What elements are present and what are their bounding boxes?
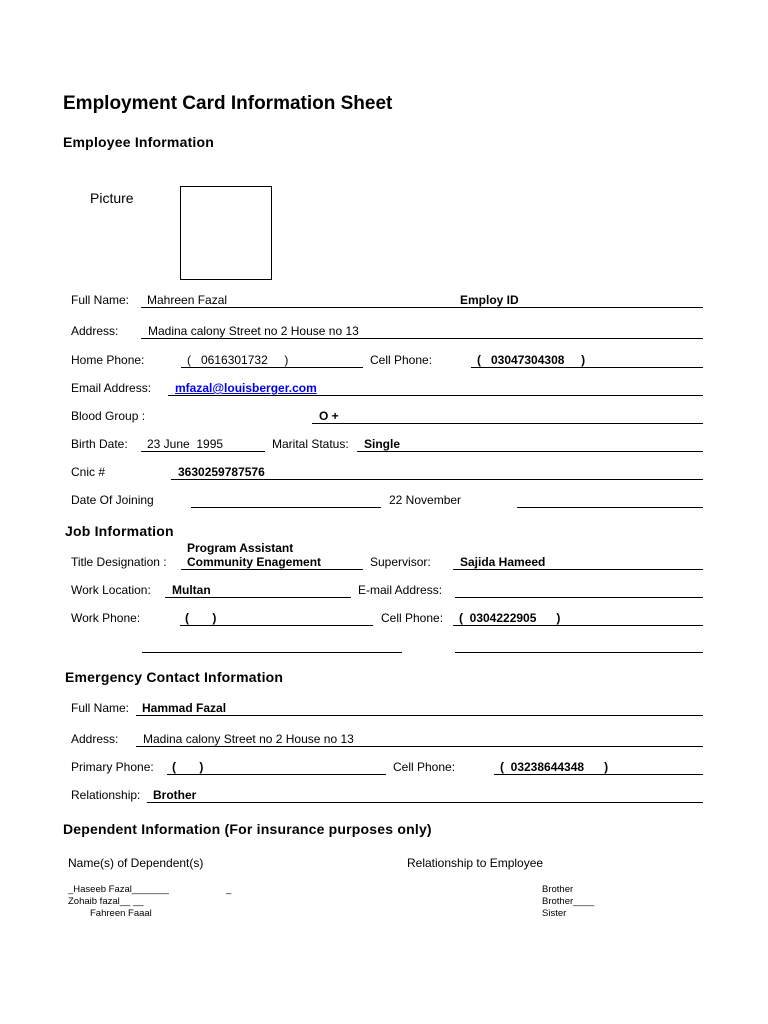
dependent-extra-mark: _ [226, 884, 232, 895]
marital-status-value[interactable]: Single [364, 437, 401, 451]
relationship-label: Relationship: [71, 788, 141, 802]
emergency-address-value[interactable]: Madina calony Street no 2 House no 13 [143, 732, 354, 746]
birth-date-value[interactable]: 23 June 1995 [147, 437, 224, 451]
cnic-value[interactable]: 3630259787576 [178, 465, 265, 479]
relationship-line [147, 802, 703, 803]
employ-id-label: Employ ID [460, 293, 519, 307]
dependents-relationship-header: Relationship to Employee [407, 856, 544, 870]
emergency-full-name-label: Full Name: [71, 701, 130, 715]
work-phone-line [180, 625, 373, 626]
title-designation-label: Title Designation : [71, 555, 167, 569]
job-cell-phone-value[interactable]: ( 0304222905 ) [459, 611, 561, 625]
date-of-joining-value[interactable]: 22 November [389, 493, 462, 507]
work-location-value[interactable]: Multan [172, 583, 211, 597]
job-email-line[interactable] [455, 597, 703, 598]
picture-box[interactable] [180, 186, 272, 280]
title-designation-line [181, 569, 363, 570]
dependent-relationship[interactable]: Brother [542, 884, 574, 895]
marital-status-line [357, 451, 703, 452]
dependents-names-header: Name(s) of Dependent(s) [68, 856, 204, 870]
extra-line-right [455, 652, 703, 653]
full-name-label: Full Name: [71, 293, 130, 307]
work-location-label: Work Location: [71, 583, 151, 597]
email-line [168, 395, 703, 396]
cell-phone-value[interactable]: ( 03047304308 ) [477, 353, 586, 367]
blood-group-label: Blood Group : [71, 409, 146, 423]
emergency-address-label: Address: [71, 732, 119, 746]
work-phone-label: Work Phone: [71, 611, 141, 625]
job-email-label: E-mail Address: [358, 583, 443, 597]
extra-line-left [142, 652, 402, 653]
work-phone-value[interactable]: ( ) [185, 611, 217, 625]
job-cell-phone-line [453, 625, 703, 626]
job-info-heading: Job Information [65, 523, 174, 539]
emergency-heading: Emergency Contact Information [65, 669, 284, 685]
birth-date-label: Birth Date: [71, 437, 128, 451]
primary-phone-label: Primary Phone: [71, 760, 154, 774]
primary-phone-line [167, 774, 386, 775]
cell-phone-label: Cell Phone: [370, 353, 433, 367]
dependent-heading: Dependent Information (For insurance purposes only) [63, 821, 432, 837]
dependent-name[interactable]: _Haseeb Fazal_______ [68, 884, 169, 895]
dependent-relationship[interactable]: Brother____ [542, 896, 595, 907]
supervisor-value[interactable]: Sajida Hameed [460, 555, 546, 569]
cnic-line [171, 479, 703, 480]
blood-group-line [312, 423, 703, 424]
address-value[interactable]: Madina calony Street no 2 House no 13 [148, 324, 359, 338]
emergency-cell-phone-value[interactable]: ( 03238644348 ) [500, 760, 609, 774]
date-of-joining-label: Date Of Joining [71, 493, 154, 507]
title-designation-line1[interactable]: Program Assistant [187, 541, 294, 555]
primary-phone-value[interactable]: ( ) [172, 760, 204, 774]
employee-info-heading: Employee Information [63, 134, 215, 150]
emergency-cell-phone-line [494, 774, 703, 775]
address-label: Address: [71, 324, 119, 338]
full-name-line [141, 307, 703, 308]
cell-phone-line [471, 367, 703, 368]
emergency-full-name-value[interactable]: Hammad Fazal [142, 701, 227, 715]
full-name-value[interactable]: Mahreen Fazal [147, 293, 228, 307]
work-location-line [165, 597, 351, 598]
email-link[interactable]: mfazal@louisberger.com [175, 381, 317, 395]
home-phone-label: Home Phone: [71, 353, 145, 367]
emergency-address-line [136, 746, 703, 747]
address-line [141, 338, 703, 339]
dependent-relationship[interactable]: Sister [542, 908, 567, 919]
home-phone-line [181, 367, 363, 368]
blood-group-value[interactable]: O + [319, 409, 339, 423]
cnic-label: Cnic # [71, 465, 106, 479]
dependent-name[interactable]: Zohaib fazal__ __ [68, 896, 144, 907]
date-of-joining-line-2 [517, 507, 703, 508]
marital-status-label: Marital Status: [272, 437, 349, 451]
date-of-joining-line-1 [191, 507, 381, 508]
relationship-value[interactable]: Brother [153, 788, 197, 802]
page-title: Employment Card Information Sheet [63, 93, 393, 114]
home-phone-value[interactable]: ( 0616301732 ) [187, 353, 289, 367]
picture-label: Picture [90, 190, 134, 206]
title-designation-line2[interactable]: Community Enagement [187, 555, 322, 569]
job-cell-phone-label: Cell Phone: [381, 611, 444, 625]
emergency-cell-phone-label: Cell Phone: [393, 760, 456, 774]
supervisor-line [453, 569, 703, 570]
birth-date-line [141, 451, 265, 452]
supervisor-label: Supervisor: [370, 555, 431, 569]
emergency-full-name-line [136, 715, 703, 716]
email-label: Email Address: [71, 381, 152, 395]
dependent-name[interactable]: Fahreen Faaal [90, 908, 152, 919]
